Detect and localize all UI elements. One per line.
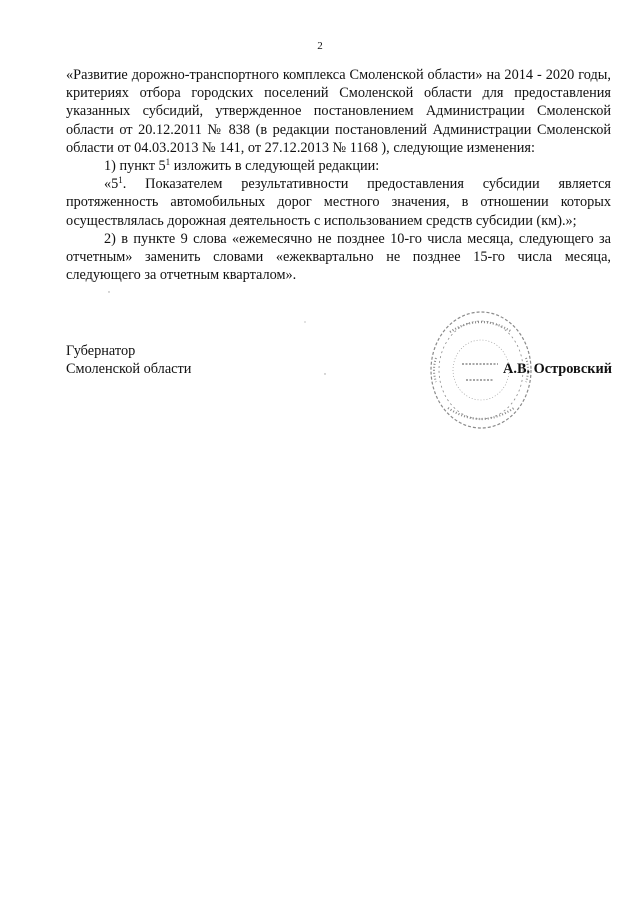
clause-text-start: «5	[104, 176, 119, 193]
paragraph-quoted-clause	[66, 175, 611, 230]
page-number: 2	[317, 40, 323, 52]
item-1-superscript: 1	[165, 157, 171, 168]
signatory-region: Смоленской области	[66, 361, 192, 378]
clause-text-end: . Показателем результативности предоставления субсидии является протяженность автомобильных дорог местного значения, в отношении которых осуществлялась дорожная деятельность с использованием средств субсидии (км).»;	[66, 176, 611, 229]
item-1-text-end: изложить в следующей редакции:	[170, 158, 380, 175]
item-1-text-start: 1) пункт 5	[104, 158, 166, 175]
clause-superscript: 1	[118, 175, 123, 186]
signatory-title	[66, 342, 191, 378]
paragraph-item-2: 2) в пункте 9 слова «ежемесячно не позднее 10-го числа месяца, следующего за отчетным» заменить словами «ежеквартально не позднее 15-го числа месяца, следующего за отчетным кварталом».	[66, 230, 611, 284]
paragraph-item-1	[66, 157, 611, 175]
signatory-name: А.В. Островский	[503, 361, 612, 377]
document-body	[66, 66, 611, 284]
paragraph-amendment-intro: «Развитие дорожно-транспортного комплекса Смоленской области» на 2014 - 2020 годы, критериях отбора городских поселений Смоленской области для предоставления указанных субсидий, утвержденное постановлением Администрации Смоленской области от 20.12.2011 № 838 (в редакции постановлений Администрации Смоленской области от 04.03.2013 № 141, от 27.12.2013 № 1168 ), следующие изменения:	[66, 67, 611, 156]
signatory-position: Губернатор	[66, 343, 136, 359]
